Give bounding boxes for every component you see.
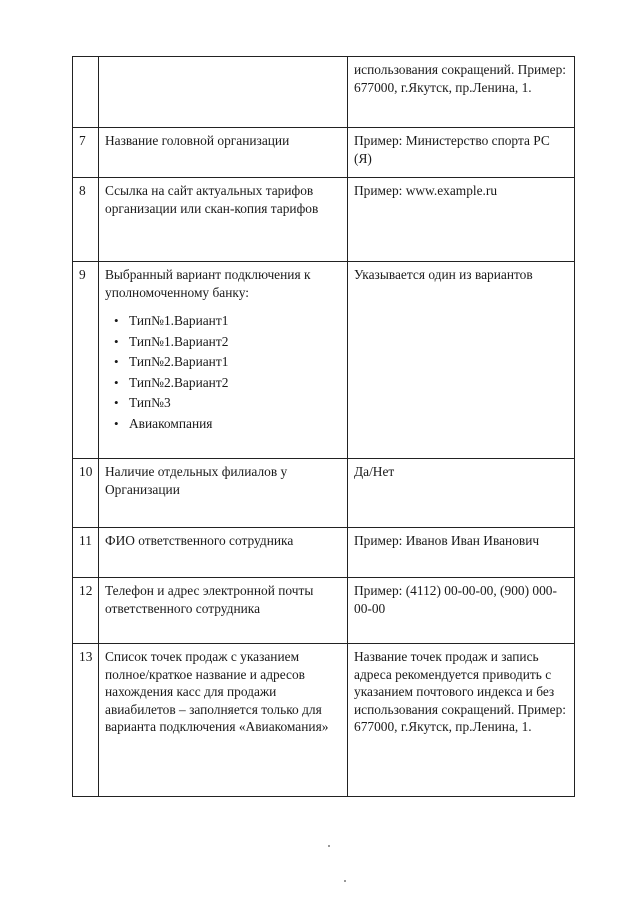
field-name-text: Выбранный вариант подключения к уполномоченному банку: <box>105 267 311 300</box>
field-value: Да/Нет <box>348 459 575 528</box>
field-name: ФИО ответственного сотрудника <box>99 528 348 578</box>
field-name: Телефон и адрес электронной почты ответственного сотрудника <box>99 578 348 644</box>
row-number: 12 <box>73 578 99 644</box>
field-value: Пример: Иванов Иван Иванович <box>348 528 575 578</box>
table-row <box>73 528 575 578</box>
scan-speck <box>328 845 330 847</box>
row-number: 11 <box>73 528 99 578</box>
table-row-continuation <box>73 57 575 128</box>
list-item: • Тип№2.Вариант1 <box>129 352 342 373</box>
table-row <box>73 262 575 459</box>
list-item: • Авиакомпания <box>129 414 342 435</box>
scan-speck <box>344 880 346 882</box>
row-number: 8 <box>73 178 99 262</box>
field-value: Пример: www.example.ru <box>348 178 575 262</box>
field-value: Пример: (4112) 00-00-00, (900) 000-00-00 <box>348 578 575 644</box>
table-row <box>73 644 575 797</box>
field-name: Ссылка на сайт актуальных тарифов организации или скан-копия тарифов <box>99 178 348 262</box>
field-value: Пример: Министерство спорта РС (Я) <box>348 128 575 178</box>
field-name <box>99 262 348 459</box>
table-row <box>73 178 575 262</box>
row-number: 9 <box>73 262 99 459</box>
field-value: Название точек продаж и запись адреса рекомендуется приводить с указанием почтового индекса и без использования сокращений. Пример: 677000, г.Якутск, пр.Ленина, 1. <box>348 644 575 797</box>
field-name: Название головной организации <box>99 128 348 178</box>
form-table <box>72 56 575 797</box>
row-number: 10 <box>73 459 99 528</box>
list-item: • Тип№2.Вариант2 <box>129 373 342 394</box>
row-number <box>73 57 99 128</box>
row-number: 13 <box>73 644 99 797</box>
list-item: • Тип№3 <box>129 393 342 414</box>
table-row <box>73 459 575 528</box>
field-name: Наличие отдельных филиалов у Организации <box>99 459 348 528</box>
list-item: • Тип№1.Вариант2 <box>129 332 342 353</box>
table-row <box>73 578 575 644</box>
field-value: Указывается один из вариантов <box>348 262 575 459</box>
list-item: • Тип№1.Вариант1 <box>129 311 342 332</box>
field-value: использования сокращений. Пример: 677000, г.Якутск, пр.Ленина, 1. <box>348 57 575 128</box>
row-number: 7 <box>73 128 99 178</box>
field-name <box>99 57 348 128</box>
options-list <box>105 311 342 435</box>
table-row <box>73 128 575 178</box>
field-name: Список точек продаж с указанием полное/краткое название и адресов нахождения касс для продажи авиабилетов – заполняется только для варианта подключения «Авиакомания» <box>99 644 348 797</box>
